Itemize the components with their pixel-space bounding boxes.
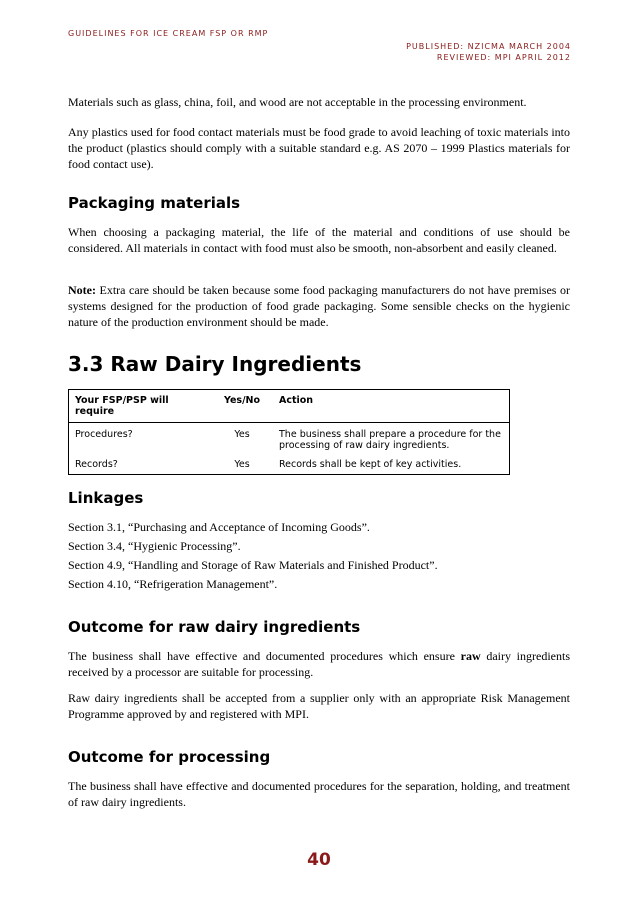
table-cell: The business shall prepare a procedure for the processing of raw dairy ingredients. bbox=[279, 429, 501, 451]
table-header-row bbox=[69, 390, 510, 423]
text-segment: The business shall have effective and documented procedures which ensure bbox=[68, 649, 461, 663]
text-segment: dairy ingredients received by a processor are suitable for processing. bbox=[68, 649, 570, 679]
outcome-raw-paragraph-1 bbox=[68, 648, 570, 680]
page-number: 40 bbox=[307, 850, 331, 870]
published-line: PUBLISHED: NZICMA MARCH 2004 bbox=[406, 42, 571, 51]
table-cell: Procedures? bbox=[75, 429, 133, 440]
intro-paragraph-2: Any plastics used for food contact materials must be food grade to avoid leaching of toxic materials into the product (plastics should comply with a suitable standard e.g. AS 2070 – 1999 Plastics materials for food contact use). bbox=[68, 125, 570, 171]
table-cell: Yes bbox=[234, 459, 250, 470]
note-text: Extra care should be taken because some food packaging manufacturers do not have premises or systems designed for the production of food grade packaging. Some sensible checks on the hygienic nature of the production environment should be made. bbox=[68, 283, 570, 329]
linkage-item: Section 4.9, “Handling and Storage of Raw Materials and Finished Product”. bbox=[68, 558, 438, 572]
linkage-item: Section 4.10, “Refrigeration Management”. bbox=[68, 577, 278, 591]
table-row bbox=[69, 423, 510, 456]
column-header: Your FSP/PSP will require bbox=[69, 390, 212, 423]
emphasis-raw: raw bbox=[460, 649, 481, 663]
table-row bbox=[69, 455, 510, 475]
running-header-left: GUIDELINES FOR ICE CREAM FSP OR RMP bbox=[68, 29, 269, 38]
column-header: Yes/No bbox=[211, 390, 273, 423]
outcome-raw-paragraph-2: Raw dairy ingredients shall be accepted from a supplier only with an appropriate Risk Management Programme approved by and registered with MPI. bbox=[68, 691, 570, 721]
packaging-paragraph: When choosing a packaging material, the life of the material and conditions of use should be considered. All materials in contact with food must also be smooth, non-absorbent and easily cleaned. bbox=[68, 225, 570, 255]
running-header-right bbox=[406, 41, 571, 63]
linkage-item: Section 3.1, “Purchasing and Acceptance of Incoming Goods”. bbox=[68, 520, 370, 534]
reviewed-line: REVIEWED: MPI APRIL 2012 bbox=[436, 53, 571, 62]
outcome-processing-heading: Outcome for processing bbox=[68, 748, 271, 766]
requirements-table bbox=[68, 389, 510, 475]
note-label: Note: bbox=[68, 283, 96, 297]
linkage-item: Section 3.4, “Hygienic Processing”. bbox=[68, 539, 241, 553]
table-cell: Yes bbox=[234, 429, 250, 440]
outcome-processing-paragraph: The business shall have effective and documented procedures for the separation, holding, and treatment of raw dairy ingredients. bbox=[68, 779, 570, 809]
section-heading: 3.3 Raw Dairy Ingredients bbox=[68, 352, 362, 376]
table-cell: Records? bbox=[75, 459, 118, 470]
column-header: Action bbox=[273, 390, 510, 423]
outcome-raw-heading: Outcome for raw dairy ingredients bbox=[68, 618, 361, 636]
packaging-heading: Packaging materials bbox=[68, 194, 241, 212]
table-cell: Records shall be kept of key activities. bbox=[279, 459, 462, 470]
intro-paragraph-1: Materials such as glass, china, foil, and wood are not acceptable in the processing environment. bbox=[68, 95, 527, 109]
linkages-heading: Linkages bbox=[68, 489, 144, 507]
packaging-note bbox=[68, 282, 570, 330]
